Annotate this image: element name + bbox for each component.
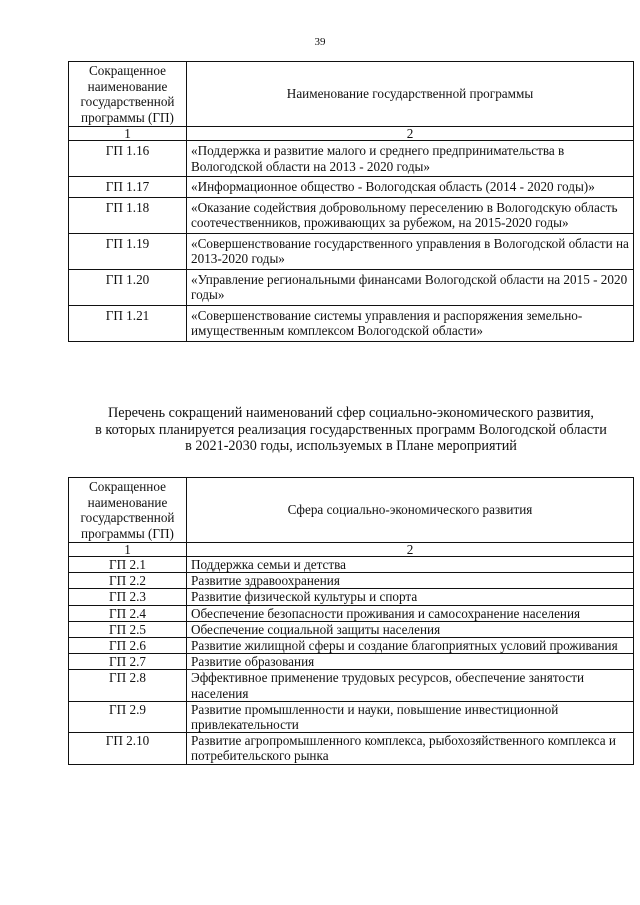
program-code: ГП 2.7 [69, 654, 187, 670]
header-code: Сокращенное наименование государственной программы (ГП) [69, 478, 187, 543]
heading-line-2: в которых планируется реализация государственных программ Вологодской области [95, 421, 607, 438]
section-heading [68, 405, 634, 455]
sphere-name: Развитие физической культуры и спорта [187, 589, 634, 605]
program-code: ГП 1.21 [69, 305, 187, 341]
program-name: «Совершенствование системы управления и распоряжения земельно-имущественным комплексом Вологодской области» [187, 305, 634, 341]
column-number-row [69, 127, 634, 141]
table-row [69, 233, 634, 269]
table-row [69, 589, 634, 605]
program-code: ГП 1.18 [69, 197, 187, 233]
programs-table [68, 61, 634, 342]
column-number-2: 2 [187, 543, 634, 557]
program-code: ГП 2.6 [69, 638, 187, 654]
column-number-2: 2 [187, 127, 634, 141]
header-code: Сокращенное наименование государственной программы (ГП) [69, 62, 187, 127]
page-number: 39 [314, 36, 326, 48]
sphere-name: Обеспечение социальной защиты населения [187, 621, 634, 637]
column-number-1: 1 [69, 127, 187, 141]
table-row [69, 269, 634, 305]
sphere-name: Поддержка семьи и детства [187, 557, 634, 573]
program-code: ГП 2.2 [69, 573, 187, 589]
column-number-row [69, 543, 634, 557]
table-row [69, 670, 634, 701]
program-code: ГП 1.20 [69, 269, 187, 305]
program-code: ГП 2.10 [69, 733, 187, 764]
sphere-name: Развитие здравоохранения [187, 573, 634, 589]
header-name: Наименование государственной программы [187, 62, 634, 127]
sphere-name: Развитие жилищной сферы и создание благоприятных условий проживания [187, 638, 634, 654]
program-name: «Оказание содействия добровольному переселению в Вологодскую область соотечественников, проживающих за рубежом, на 2015-2020 годы» [187, 197, 634, 233]
program-code: ГП 2.1 [69, 557, 187, 573]
spheres-table [68, 477, 634, 765]
program-name: «Поддержка и развитие малого и среднего предпринимательства в Вологодской области на 2013 - 2020 годы» [187, 141, 634, 177]
program-name: «Управление региональными финансами Вологодской области на 2015 - 2020 годы» [187, 269, 634, 305]
table-row [69, 701, 634, 732]
table-row [69, 621, 634, 637]
program-code: ГП 2.4 [69, 605, 187, 621]
sphere-name: Развитие образования [187, 654, 634, 670]
program-code: ГП 1.17 [69, 177, 187, 198]
column-number-1: 1 [69, 543, 187, 557]
program-code: ГП 2.3 [69, 589, 187, 605]
table-row [69, 654, 634, 670]
sphere-name: Развитие агропромышленного комплекса, рыбохозяйственного комплекса и потребительского рынка [187, 733, 634, 764]
program-name: «Информационное общество - Вологодская область (2014 - 2020 годы)» [187, 177, 634, 198]
table-header-row [69, 62, 634, 127]
table-row [69, 605, 634, 621]
program-code: ГП 2.9 [69, 701, 187, 732]
program-code: ГП 1.19 [69, 233, 187, 269]
program-code: ГП 1.16 [69, 141, 187, 177]
header-name: Сфера социально-экономического развития [187, 478, 634, 543]
program-code: ГП 2.5 [69, 621, 187, 637]
table-row [69, 573, 634, 589]
table-row [69, 177, 634, 198]
heading-line-3: в 2021-2030 годы, используемых в Плане мероприятий [185, 438, 517, 454]
table-row [69, 638, 634, 654]
heading-line-1: Перечень сокращений наименований сфер социально-экономического развития, [108, 405, 594, 421]
sphere-name: Развитие промышленности и науки, повышение инвестиционной привлекательности [187, 701, 634, 732]
table-header-row [69, 478, 634, 543]
sphere-name: Обеспечение безопасности проживания и самосохранение населения [187, 605, 634, 621]
program-name: «Совершенствование государственного управления в Вологодской области на 2013-2020 годы» [187, 233, 634, 269]
table-row [69, 141, 634, 177]
sphere-name: Эффективное применение трудовых ресурсов, обеспечение занятости населения [187, 670, 634, 701]
table-row [69, 305, 634, 341]
table-row [69, 557, 634, 573]
table-row [69, 197, 634, 233]
program-code: ГП 2.8 [69, 670, 187, 701]
table-row [69, 733, 634, 764]
